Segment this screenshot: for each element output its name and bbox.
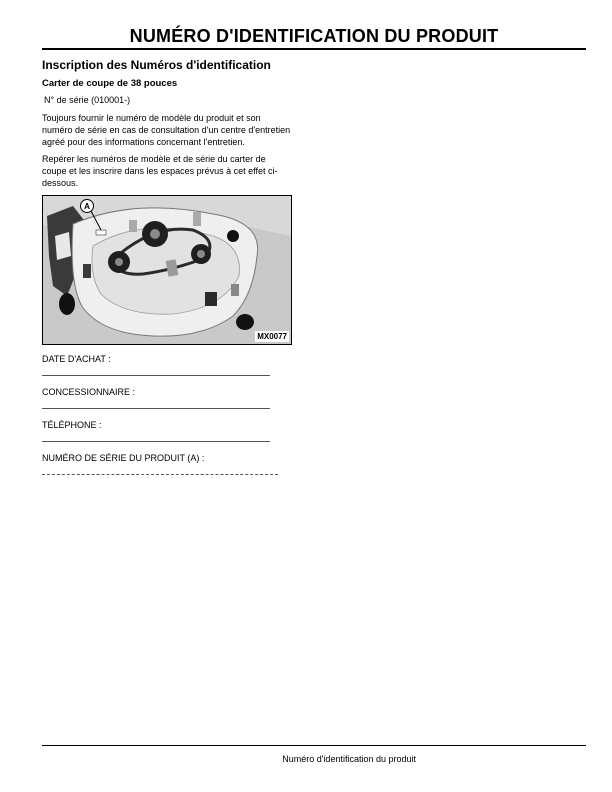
figure-code: MX0077 xyxy=(257,332,287,341)
mower-deck-figure xyxy=(42,195,292,345)
purchase-date-label: DATE D'ACHAT : xyxy=(42,354,111,364)
mower-deck-illustration xyxy=(43,196,291,344)
footer-rule xyxy=(42,745,586,746)
warning-decal xyxy=(205,292,217,306)
page-footer: Numéro d'identification du produit xyxy=(282,754,416,764)
callout-a-label: A xyxy=(84,202,90,211)
header-rule xyxy=(42,48,586,50)
phone-line xyxy=(42,441,270,442)
phone-label: TÉLÉPHONE : xyxy=(42,420,102,430)
paragraph-2: Repérer les numéros de modèle et de série du carter de coupe et les inscrire dans les espaces prévus à cet effet ci-dessous. xyxy=(42,154,278,188)
front-left-wheel xyxy=(59,293,75,315)
dealer-line xyxy=(42,408,270,409)
purchase-date-line xyxy=(42,375,270,376)
content-column xyxy=(42,58,292,475)
serial-range: N° de série (010001-) xyxy=(44,95,131,105)
rear-right-wheel xyxy=(236,314,254,330)
section-heading: Inscription des Numéros d'identification xyxy=(42,58,271,72)
serial-plate xyxy=(96,230,106,235)
dealer-label: CONCESSIONNAIRE : xyxy=(42,387,136,397)
section-subheading: Carter de coupe de 38 pouces xyxy=(42,78,178,89)
paragraph-1: Toujours fournir le numéro de modèle du produit et son numéro de série en cas de consultation d'un centre d'entretien agréé pour des informations concernant l'entretien. xyxy=(42,113,291,147)
product-serial-label: NUMÉRO DE SÉRIE DU PRODUIT (A) : xyxy=(42,453,205,463)
page-title: NUMÉRO D'IDENTIFICATION DU PRODUIT xyxy=(129,26,499,46)
product-serial-line xyxy=(42,474,278,475)
